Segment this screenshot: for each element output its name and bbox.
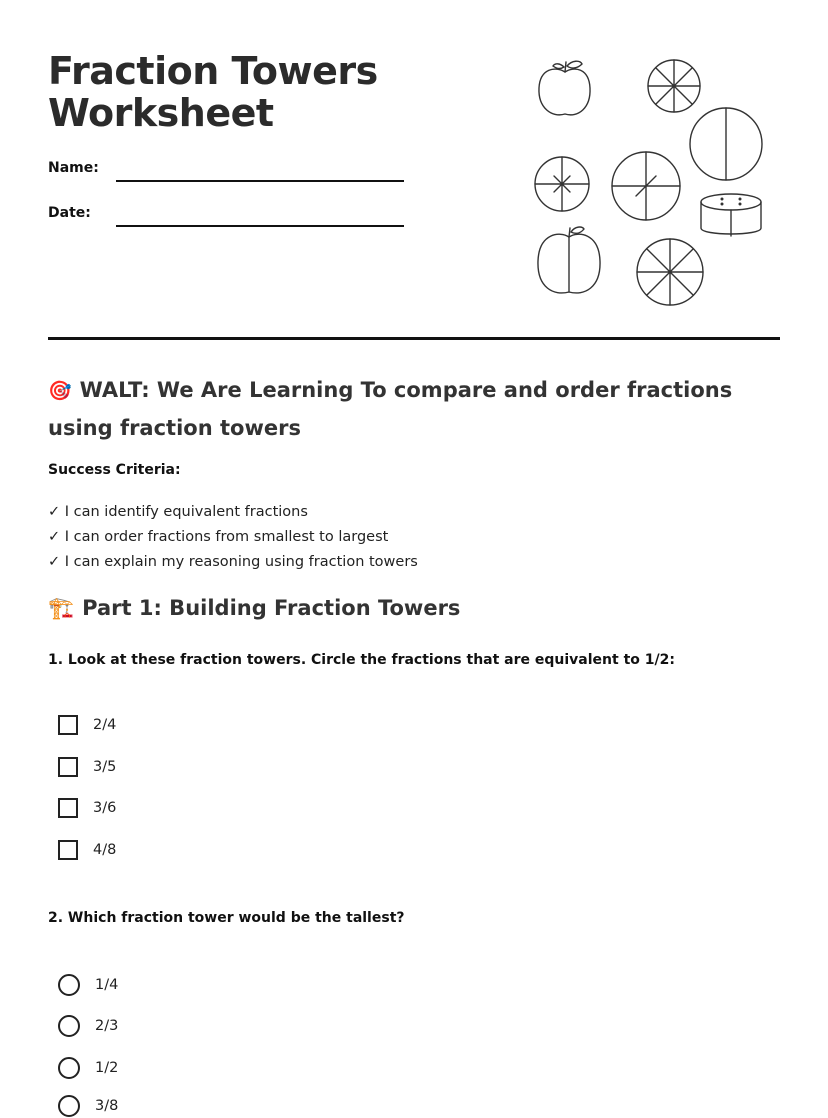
date-label: Date: (48, 205, 91, 221)
q1-option[interactable] (58, 838, 116, 862)
pie-quarters-icon (535, 157, 589, 211)
part1-heading-text: Part 1: Building Fraction Towers (82, 596, 461, 620)
date-field[interactable] (116, 225, 404, 227)
q2-option[interactable] (58, 973, 118, 997)
title-line-2: Worksheet (48, 91, 274, 135)
q2-option-label: 1/2 (95, 1060, 119, 1076)
q2-option[interactable] (58, 1014, 118, 1038)
apple-icon (539, 61, 590, 115)
target-icon: 🎯 (48, 380, 72, 402)
criteria-item: ✓ I can identify equivalent fractions (48, 504, 308, 520)
success-criteria-list (48, 500, 418, 575)
apple-halved-icon (538, 227, 600, 293)
q1-option-label: 3/6 (93, 800, 117, 816)
q2-radio[interactable] (58, 974, 80, 996)
walt-text: WALT: We Are Learning To compare and order fractions using fraction towers (48, 378, 733, 440)
q1-checkbox[interactable] (58, 715, 78, 735)
q2-option-label: 3/8 (95, 1098, 119, 1114)
q2-option-label: 1/4 (95, 977, 119, 993)
q1-option-label: 2/4 (93, 717, 117, 733)
header-divider (48, 337, 780, 340)
q2-option[interactable] (58, 1094, 118, 1118)
pie-eighths-icon (648, 60, 700, 112)
q1-checkbox[interactable] (58, 757, 78, 777)
q2-radio[interactable] (58, 1095, 80, 1117)
pie-quarters-large-icon (612, 152, 680, 220)
question-2-prompt: 2. Which fraction tower would be the tallest? (48, 910, 405, 926)
walt-heading (48, 372, 780, 447)
q1-option-label: 3/5 (93, 759, 117, 775)
title-line-1: Fraction Towers (48, 49, 378, 93)
q1-option[interactable] (58, 755, 116, 779)
worksheet-title (48, 50, 378, 134)
q1-option[interactable] (58, 713, 116, 737)
fraction-illustration (528, 56, 768, 312)
crane-icon: 🏗️ (48, 596, 75, 620)
name-field[interactable] (116, 180, 404, 182)
question-1-prompt: 1. Look at these fraction towers. Circle the fractions that are equivalent to 1/2: (48, 652, 675, 668)
success-criteria-title: Success Criteria: (48, 462, 181, 478)
q1-checkbox[interactable] (58, 840, 78, 860)
q1-checkbox[interactable] (58, 798, 78, 818)
q2-radio[interactable] (58, 1015, 80, 1037)
criteria-item: ✓ I can explain my reasoning using fraction towers (48, 554, 418, 570)
q1-option-label: 4/8 (93, 842, 117, 858)
name-label: Name: (48, 160, 99, 176)
q2-radio[interactable] (58, 1057, 80, 1079)
criteria-item: ✓ I can order fractions from smallest to largest (48, 529, 389, 545)
pie-eighths-bottom-icon (637, 239, 703, 305)
q2-option[interactable] (58, 1056, 118, 1080)
part1-heading (48, 596, 460, 621)
q2-option-label: 2/3 (95, 1018, 119, 1034)
cake-icon (701, 194, 761, 236)
q1-option[interactable] (58, 796, 116, 820)
pie-halves-icon (690, 108, 762, 180)
